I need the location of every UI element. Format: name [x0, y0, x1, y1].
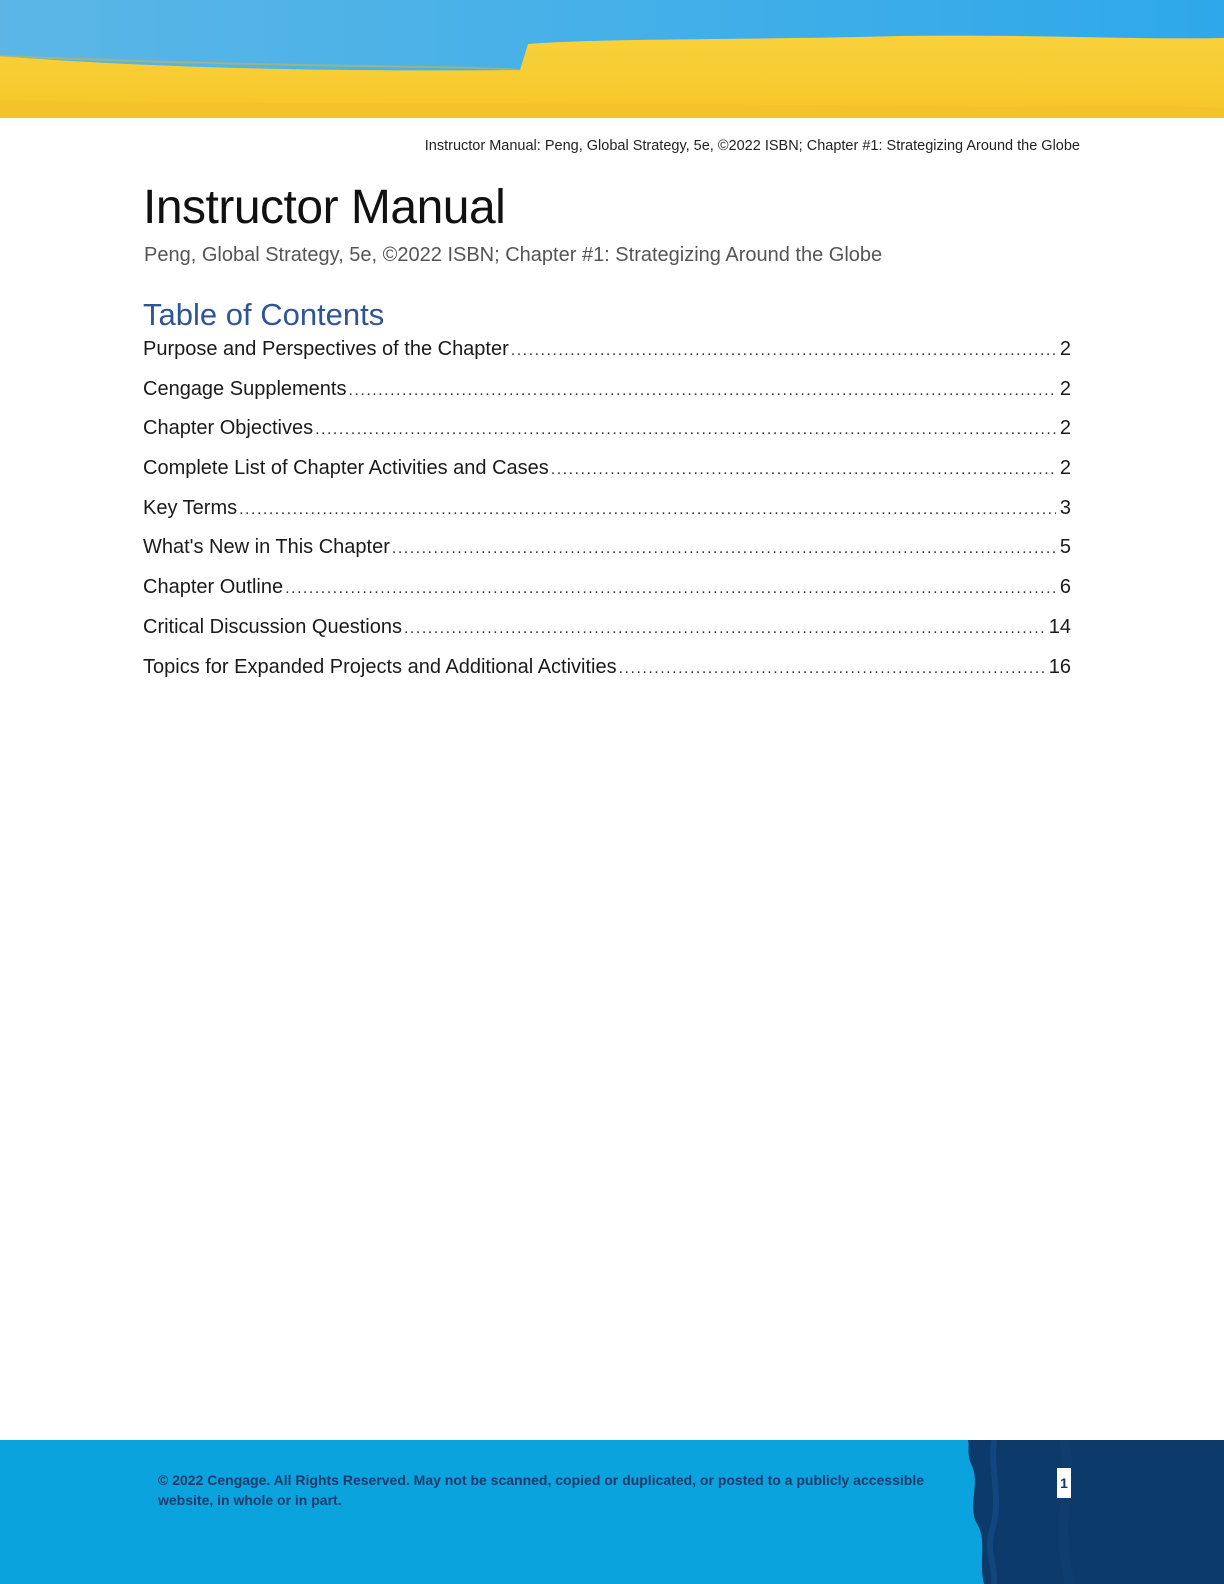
toc-entry-page: 2	[1059, 377, 1071, 400]
document-subtitle: Peng, Global Strategy, 5e, ©2022 ISBN; Chapter #1: Strategizing Around the Globe	[144, 244, 883, 266]
toc-entry-page: 6	[1059, 576, 1071, 599]
page-footer	[0, 1440, 1224, 1584]
toc-entry-label: Chapter Outline	[143, 576, 284, 599]
toc-entry-page: 14	[1048, 615, 1071, 638]
toc-leader-dots	[392, 540, 1056, 558]
toc-entry-supplements[interactable]	[143, 378, 1071, 418]
toc-entry-label: Key Terms	[143, 496, 238, 519]
toc-heading: Table of Contents	[143, 297, 385, 332]
toc-entry-discussion[interactable]	[143, 616, 1071, 656]
toc-entry-label: Topics for Expanded Projects and Additional Activities	[143, 655, 617, 678]
toc-entry-label: Cengage Supplements	[143, 377, 347, 400]
toc-leader-dots	[551, 461, 1056, 479]
toc-leader-dots	[404, 620, 1045, 638]
toc-entry-page: 5	[1059, 536, 1071, 559]
painted-banner-graphic	[0, 0, 1224, 120]
toc-entry-activities[interactable]	[143, 457, 1071, 497]
toc-entry-projects[interactable]	[143, 656, 1071, 696]
toc-entry-page: 2	[1059, 338, 1071, 360]
toc-leader-dots	[285, 580, 1056, 598]
toc-entry-label: What's New in This Chapter	[143, 536, 390, 559]
toc-entry-label: Chapter Objectives	[143, 417, 314, 440]
toc-leader-dots	[239, 501, 1056, 519]
toc-entry-outline[interactable]	[143, 576, 1071, 616]
toc-entry-objectives[interactable]	[143, 417, 1071, 457]
toc-entry-label: Complete List of Chapter Activities and Cases	[143, 457, 549, 480]
toc-entry-key-terms[interactable]	[143, 497, 1071, 537]
toc-leader-dots	[619, 660, 1045, 678]
top-banner	[0, 0, 1224, 120]
toc-entry-page: 2	[1059, 457, 1071, 480]
page-number: 1	[1057, 1468, 1071, 1498]
footer-brush-graphic	[954, 1440, 1224, 1584]
toc-leader-dots	[315, 421, 1056, 439]
toc-entry-label: Purpose and Perspectives of the Chapter	[143, 338, 509, 360]
toc-leader-dots	[511, 342, 1056, 360]
copyright-notice: © 2022 Cengage. All Rights Reserved. May not be scanned, copied or duplicated, or posted to a publicly accessible website, in whole or in part.	[158, 1472, 925, 1508]
table-of-contents	[143, 338, 1071, 695]
toc-entry-page: 3	[1059, 496, 1071, 519]
toc-entry-whats-new[interactable]	[143, 536, 1071, 576]
toc-entry-page: 16	[1048, 655, 1071, 678]
toc-entry-label: Critical Discussion Questions	[143, 615, 402, 638]
running-header: Instructor Manual: Peng, Global Strategy, 5e, ©2022 ISBN; Chapter #1: Strategizing Around the Globe	[424, 138, 1080, 154]
document-title: Instructor Manual	[143, 181, 506, 234]
toc-leader-dots	[348, 382, 1055, 400]
toc-entry-page: 2	[1059, 417, 1071, 440]
toc-entry-purpose[interactable]	[143, 338, 1071, 378]
